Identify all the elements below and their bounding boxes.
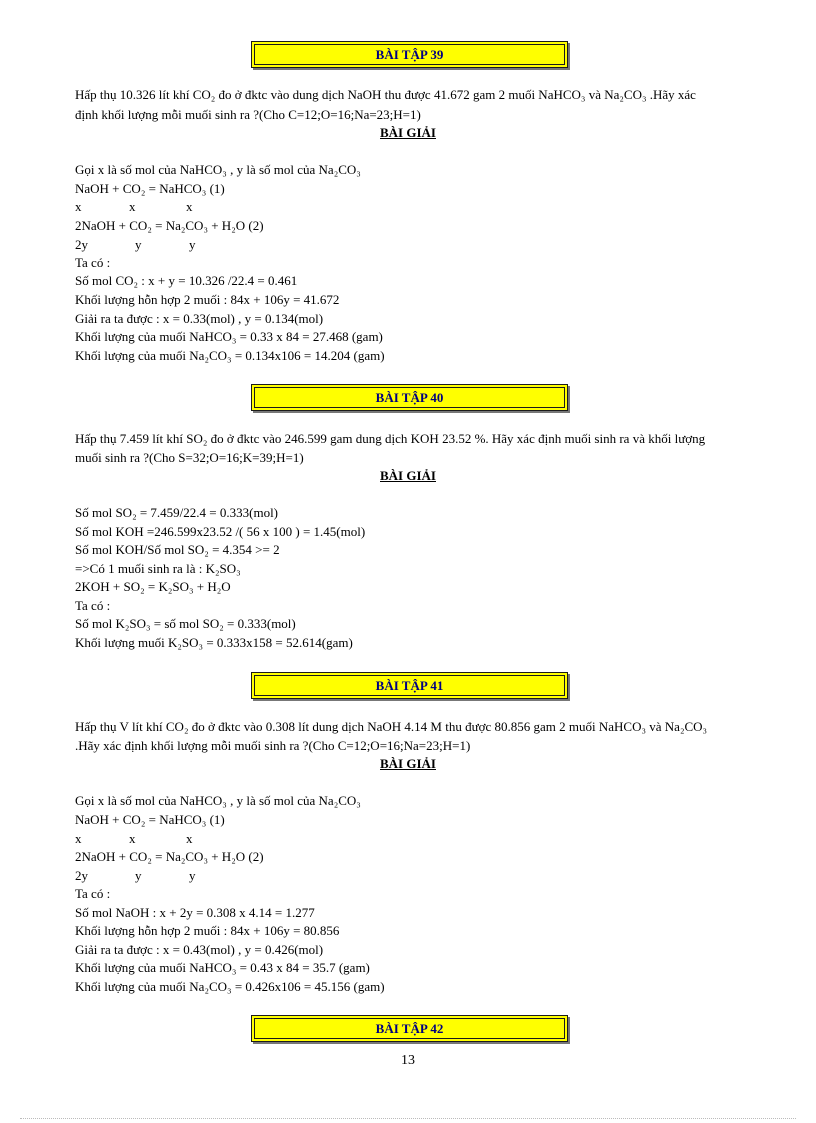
mole-col: x (75, 831, 82, 846)
solution-line: Gọi x là số mol của NaHCO₃ , y là số mol của Na₂CO₃ (75, 793, 361, 808)
solution-heading: BÀI GIẢI (380, 125, 436, 140)
solution-line: Số mol KOH/Số mol SO₂ = 4.354 >= 2 (75, 542, 280, 557)
exercise-title-banner (251, 672, 568, 699)
problem-text: định khối lượng mỗi muối sinh ra ?(Cho C=12;O=16;Na=23;H=1) (75, 107, 421, 122)
problem-text: Hấp thụ 7.459 lít khí SO₂ đo ở đktc vào 246.599 gam dung dịch KOH 23.52 %. Hãy xác định muối sinh ra và khối lượng (75, 431, 706, 446)
solution-heading: BÀI GIẢI (380, 756, 436, 771)
solution-line: 2KOH + SO₂ = K₂SO₃ + H₂O (75, 579, 231, 594)
solution-line: 2NaOH + CO₂ = Na₂CO₃ + H₂O (2) (75, 218, 264, 233)
mole-col: x (186, 831, 193, 846)
solution-line: Số mol KOH =246.599x23.52 /( 56 x 100 ) = 1.45(mol) (75, 524, 366, 539)
problem-text: Hấp thụ 10.326 lít khí CO₂ đo ở đktc vào dung dịch NaOH thu được 41.672 gam 2 muối NaHCO₃ và Na₂CO₃ .Hãy xác (75, 87, 696, 102)
solution-line: Khối lượng của muối Na₂CO₃ = 0.134x106 = 14.204 (gam) (75, 348, 385, 363)
mole-col: x (129, 199, 136, 214)
mole-col: y (135, 868, 142, 883)
mole-row (75, 830, 193, 848)
mole-col: 2y (75, 237, 88, 252)
solution-line: Số mol K₂SO₃ = số mol SO₂ = 0.333(mol) (75, 616, 296, 631)
solution-line: Khối lượng hỗn hợp 2 muối : 84x + 106y = 80.856 (75, 923, 340, 938)
problem-text: muối sinh ra ?(Cho S=32;O=16;K=39;H=1) (75, 450, 304, 465)
solution-line: Khối lượng của muối NaHCO₃ = 0.43 x 84 = 35.7 (gam) (75, 960, 370, 975)
problem-text: .Hãy xác định khối lượng mỗi muối sinh ra ?(Cho C=12;O=16;Na=23;H=1) (75, 738, 471, 753)
mole-col: y (189, 237, 196, 252)
solution-line: Ta có : (75, 598, 111, 613)
solution-line: Ta có : (75, 886, 111, 901)
mole-col: x (75, 199, 82, 214)
solution-line: Giải ra ta được : x = 0.33(mol) , y = 0.134(mol) (75, 311, 324, 326)
solution-line: Gọi x là số mol của NaHCO₃ , y là số mol của Na₂CO₃ (75, 162, 361, 177)
solution-line: Số mol SO₂ = 7.459/22.4 = 0.333(mol) (75, 505, 279, 520)
solution-line: 2NaOH + CO₂ = Na₂CO₃ + H₂O (2) (75, 849, 264, 864)
exercise-title-banner (251, 41, 568, 68)
solution-line: Giải ra ta được : x = 0.43(mol) , y = 0.426(mol) (75, 942, 324, 957)
mole-col: x (129, 831, 136, 846)
solution-line: Ta có : (75, 255, 111, 270)
mole-row (75, 236, 196, 254)
exercise-title: BÀI TẬP 42 (254, 1018, 565, 1039)
exercise-title-banner (251, 384, 568, 411)
solution-line: NaOH + CO₂ = NaHCO₃ (1) (75, 181, 225, 196)
solution-line: NaOH + CO₂ = NaHCO₃ (1) (75, 812, 225, 827)
solution-line: Số mol NaOH : x + 2y = 0.308 x 4.14 = 1.277 (75, 905, 315, 920)
solution-line: Khối lượng hỗn hợp 2 muối : 84x + 106y = 41.672 (75, 292, 340, 307)
exercise-title: BÀI TẬP 40 (254, 387, 565, 408)
page-bottom-divider (20, 1118, 796, 1119)
solution-line: =>Có 1 muối sinh ra là : K₂SO₃ (75, 561, 241, 576)
mole-col: y (189, 868, 196, 883)
mole-row (75, 867, 196, 885)
solution-line: Khối lượng của muối Na₂CO₃ = 0.426x106 = 45.156 (gam) (75, 979, 385, 994)
mole-col: 2y (75, 868, 88, 883)
solution-line: Khối lượng muối K₂SO₃ = 0.333x158 = 52.614(gam) (75, 635, 353, 650)
page-number: 13 (401, 1053, 415, 1068)
exercise-title: BÀI TẬP 41 (254, 675, 565, 696)
solution-line: Khối lượng của muối NaHCO₃ = 0.33 x 84 = 27.468 (gam) (75, 329, 383, 344)
mole-col: y (135, 237, 142, 252)
exercise-title: BÀI TẬP 39 (254, 44, 565, 65)
problem-text: Hấp thụ V lít khí CO₂ đo ở đktc vào 0.308 lít dung dịch NaOH 4.14 M thu được 80.856 gam 2 muối NaHCO₃ và Na₂CO₃ (75, 719, 708, 734)
mole-row (75, 198, 193, 216)
exercise-title-banner (251, 1015, 568, 1042)
solution-heading: BÀI GIẢI (380, 468, 436, 483)
solution-line: Số mol CO₂ : x + y = 10.326 /22.4 = 0.461 (75, 273, 298, 288)
mole-col: x (186, 199, 193, 214)
